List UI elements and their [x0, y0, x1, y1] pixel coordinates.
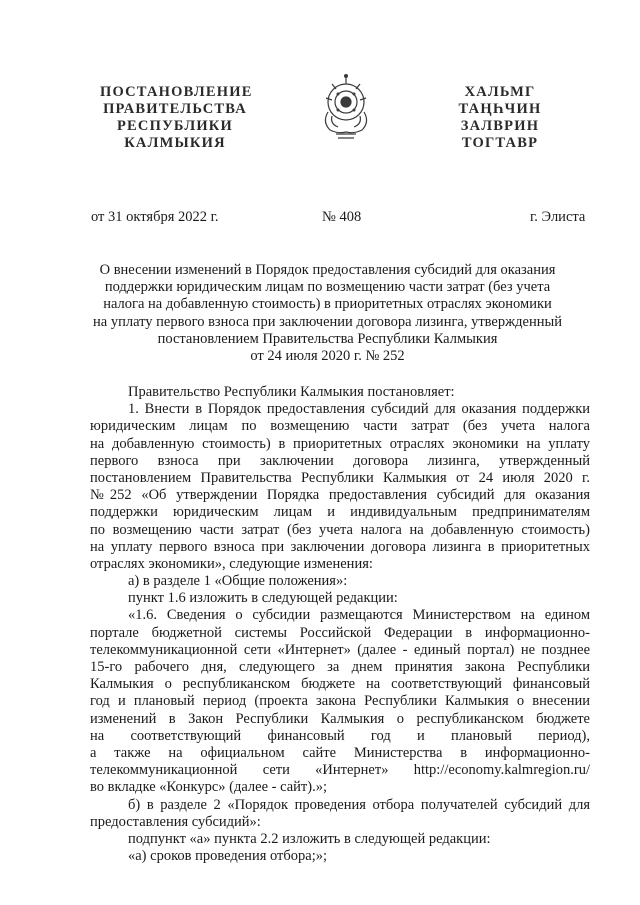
header-right-line: ТАҢҺЧИН	[458, 101, 542, 117]
title-line: на уплату первого взноса при заключении договора лизинга, утвержденный	[93, 313, 562, 330]
body-line: «1.6. Сведения о субсидии размещаются Министерством на едином	[128, 607, 590, 624]
body-line: а) в разделе 1 «Общие положения»:	[128, 573, 348, 590]
body-line: первого взноса при заключении договора лизинга, утвержденный	[90, 452, 590, 469]
body-line: 1. Внести в Порядок предоставления субсидий для оказания поддержки	[128, 401, 590, 418]
header-left	[100, 84, 253, 152]
body-line: на добавленную стоимость) в приоритетных отраслях экономики на уплату	[90, 435, 590, 452]
body-line: портале бюджетной системы Российской Федерации в информационно-	[90, 624, 590, 641]
document-number: № 408	[322, 209, 362, 225]
header-left-line: КАЛМЫКИЯ	[124, 135, 226, 151]
body-line: изменений в Закон Республики Калмыкия о республиканском бюджете	[90, 710, 590, 727]
body-line: №252 «Об утверждении Порядка предоставления субсидий для оказания	[90, 487, 590, 504]
header-left-line: ПРАВИТЕЛЬСТВА	[103, 101, 247, 117]
body-line: Калмыкия о республиканском бюджете на соответствующий финансовый	[90, 676, 590, 693]
body-line: отраслях экономики», следующие изменения:	[90, 555, 373, 572]
document-date: от 31 октября 2022 г.	[91, 209, 219, 225]
body-line: телекоммуникационной сети «Интернет» http://economy.kalmregion.ru/	[90, 762, 590, 779]
body-line: «а) сроков проведения отбора;»;	[128, 848, 328, 865]
body-line: б) в разделе 2 «Порядок проведения отбора получателей субсидий для	[128, 796, 590, 813]
emblem-icon	[318, 72, 374, 142]
title-line: поддержки юридическим лицам по возмещению части затрат (без учета	[104, 279, 551, 296]
document-body	[90, 384, 590, 865]
body-line: Правительство Республики Калмыкия постановляет:	[128, 384, 455, 400]
body-line: год и плановый период (проекта закона Республики Калмыкия о внесении	[90, 693, 590, 710]
header-right	[440, 84, 560, 152]
body-line: постановлением Правительства Республики Калмыкия от 24 июля 2020 г.	[90, 469, 590, 486]
body-line: телекоммуникационной сети «Интернет» (далее - единый портал) не позднее	[90, 641, 590, 658]
body-line: юридическим лицам по возмещению части затрат (без учета налога	[90, 418, 590, 435]
header-left-line: РЕСПУБЛИКИ	[116, 118, 234, 134]
document-place: г. Элиста	[530, 209, 586, 225]
body-line: во вкладке «Конкурс» (далее - сайт).»;	[90, 779, 327, 796]
title-line: налога на добавленную стоимость) в приоритетных отраслях экономики	[103, 296, 552, 313]
body-line: по возмещению части затрат (без учета налога на добавленную стоимость)	[90, 521, 590, 538]
body-line: поддержки юридическим лицам и индивидуальным предпринимателям	[90, 504, 590, 521]
body-line: предоставления субсидий»:	[90, 813, 261, 830]
header-right-line: ТОГТАВР	[461, 135, 539, 151]
header-right-line: ХАЛЬМГ	[464, 84, 536, 100]
title-line: от 24 июля 2020 г. № 252	[250, 348, 405, 365]
body-line: 15-го рабочего дня, следующего за днем принятия закона Республики	[90, 659, 590, 675]
body-line: а также на официальном сайте Министерства в информационно-	[90, 744, 590, 761]
document-title	[90, 262, 565, 365]
title-line: постановлением Правительства Республики Калмыкия	[157, 330, 498, 347]
body-line: пункт 1.6 изложить в следующей редакции:	[128, 590, 398, 607]
body-line: на уплату первого взноса при заключении договора лизинга в приоритетных	[90, 538, 590, 555]
header-left-line: ПОСТАНОВЛЕНИЕ	[100, 84, 253, 100]
body-line: подпункт «а» пункта 2.2 изложить в следующей редакции:	[128, 830, 491, 847]
body-line: на соответствующий финансовый год и плановый период),	[90, 727, 590, 744]
title-line: О внесении изменений в Порядок предоставления субсидий для оказания	[99, 262, 556, 278]
header-right-line: ЗАЛВРИН	[460, 118, 540, 134]
